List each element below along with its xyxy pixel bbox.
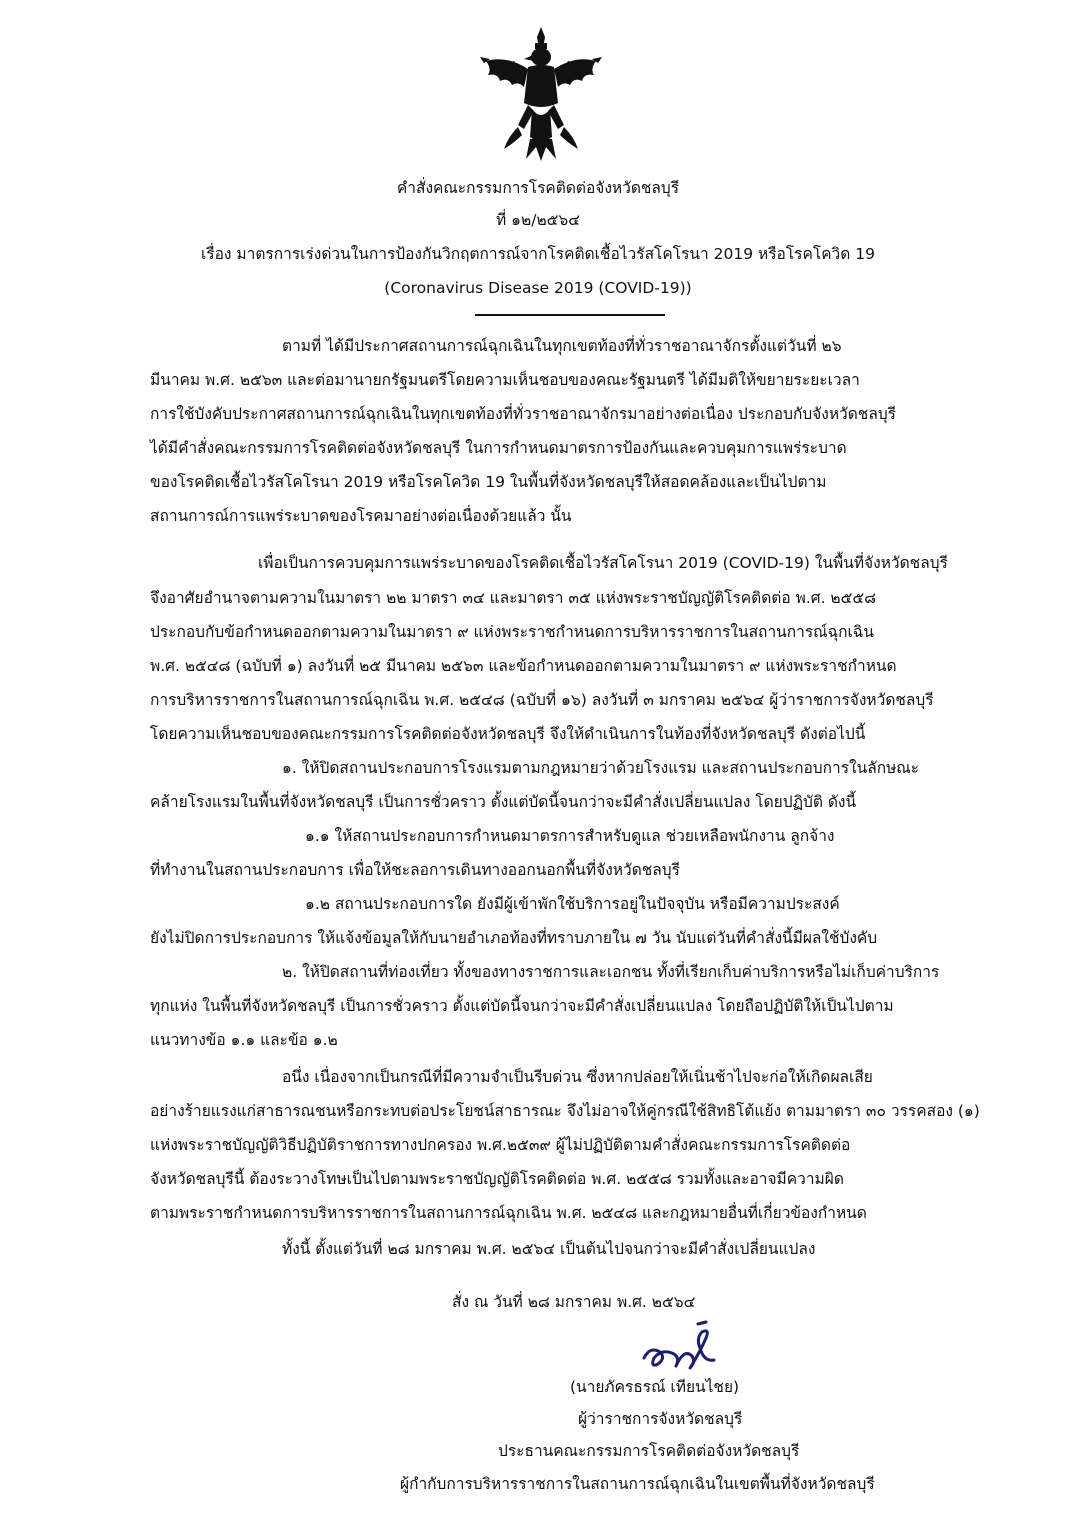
body-line: โดยความเห็นชอบของคณะกรรมการโรคติดต่อจังหวัดชลบุรี จึงให้ดำเนินการในท้องที่จังหวัดชลบุรี ดังต่อไปนี้ xyxy=(150,725,866,743)
body-line: อย่างร้ายแรงแก่สาธารณชนหรือกระทบต่อประโยชน์สาธารณะ จึงไม่อาจให้คู่กรณีใช้สิทธิโต้แย้ง ตามมาตรา ๓๐ วรรคสอง (๑) xyxy=(150,1102,980,1120)
subject-line-2: (Coronavirus Disease 2019 (COVID-19)) xyxy=(384,279,692,297)
order-date: สั่ง ณ วันที่ ๒๘ มกราคม พ.ศ. ๒๕๖๔ xyxy=(452,1293,696,1311)
body-line: การบริหารราชการในสถานการณ์ฉุกเฉิน พ.ศ. ๒๕๔๘ (ฉบับที่ ๑๖) ลงวันที่ ๓ มกราคม ๒๕๖๔ ผู้ว่าราชการจังหวัดชลบุรี xyxy=(150,691,934,709)
body-line: ตามพระราชกำหนดการบริหารราชการในสถานการณ์ฉุกเฉิน พ.ศ. ๒๕๔๘ และกฎหมายอื่นที่เกี่ยวข้องกำหนด xyxy=(150,1204,867,1222)
body-line: ที่ทำงานในสถานประกอบการ เพื่อให้ชะลอการเดินทางออกนอกพื้นที่จังหวัดชลบุรี xyxy=(150,861,680,879)
order-number: ที่ ๑๒/๒๕๖๔ xyxy=(496,211,580,229)
garuda-emblem-icon xyxy=(478,25,604,163)
signer-position-governor: ผู้ว่าราชการจังหวัดชลบุรี xyxy=(578,1410,743,1428)
body-line: ของโรคติดเชื้อไวรัสโคโรนา 2019 หรือโรคโควิด 19 ในพื้นที่จังหวัดชลบุรีให้สอดคล้องและเป็นไปตาม xyxy=(150,473,827,491)
body-line: ตามที่ ได้มีประกาศสถานการณ์ฉุกเฉินในทุกเขตท้องที่ทั่วราชอาณาจักรตั้งแต่วันที่ ๒๖ xyxy=(282,337,842,355)
body-line: คล้ายโรงแรมในพื้นที่จังหวัดชลบุรี เป็นการชั่วคราว ตั้งแต่บัดนี้จนกว่าจะมีคำสั่งเปลี่ยนแปลง โดยปฏิบัติ ดังนี้ xyxy=(150,793,857,811)
body-line: ยังไม่ปิดการประกอบการ ให้แจ้งข้อมูลให้กับนายอำเภอท้องที่ทราบภายใน ๗ วัน นับแต่วันที่คำสั่งนี้มีผลใช้บังคับ xyxy=(150,929,878,947)
body-line: อนึ่ง เนื่องจากเป็นกรณีที่มีความจำเป็นรีบด่วน ซึ่งหากปล่อยให้เนิ่นช้าไปจะก่อให้เกิดผลเสีย xyxy=(282,1068,873,1086)
header-divider xyxy=(475,314,665,316)
body-line: ทั้งนี้ ตั้งแต่วันที่ ๒๘ มกราคม พ.ศ. ๒๕๖๔ เป็นต้นไปจนกว่าจะมีคำสั่งเปลี่ยนแปลง xyxy=(282,1240,816,1258)
signer-position-supervisor: ผู้กำกับการบริหารราชการในสถานการณ์ฉุกเฉินในเขตพื้นที่จังหวัดชลบุรี xyxy=(400,1475,875,1493)
body-line: ทุกแห่ง ในพื้นที่จังหวัดชลบุรี เป็นการชั่วคราว ตั้งแต่บัดนี้จนกว่าจะมีคำสั่งเปลี่ยนแปลง โดยถือปฏิบัติให้เป็นไปตาม xyxy=(150,997,894,1015)
body-line: แห่งพระราชบัญญัติวิธีปฏิบัติราชการทางปกครอง พ.ศ.๒๕๓๙ ผู้ไม่ปฏิบัติตามคำสั่งคณะกรรมการโรคติดต่อ xyxy=(150,1136,851,1154)
body-line: มีนาคม พ.ศ. ๒๕๖๓ และต่อมานายกรัฐมนตรีโดยความเห็นชอบของคณะรัฐมนตรี ได้มีมติให้ขยายระยะเวลา xyxy=(150,371,860,389)
body-line: แนวทางข้อ ๑.๑ และข้อ ๑.๒ xyxy=(150,1031,338,1049)
body-line: จึงอาศัยอำนาจตามความในมาตรา ๒๒ มาตรา ๓๔ และมาตรา ๓๕ แห่งพระราชบัญญัติโรคติดต่อ พ.ศ. ๒๕๕๘ xyxy=(150,589,877,607)
order-org-title: คำสั่งคณะกรรมการโรคติดต่อจังหวัดชลบุรี xyxy=(396,179,680,197)
body-line: ๒. ให้ปิดสถานที่ท่องเที่ยว ทั้งของทางราชการและเอกชน ทั้งที่เรียกเก็บค่าบริการหรือไม่เก็บค่าบริการ xyxy=(282,963,940,981)
body-line: ได้มีคำสั่งคณะกรรมการโรคติดต่อจังหวัดชลบุรี ในการกำหนดมาตรการป้องกันและควบคุมการแพร่ระบาด xyxy=(150,439,847,457)
body-line: จังหวัดชลบุรีนี้ ต้องระวางโทษเป็นไปตามพระราชบัญญัติโรคติดต่อ พ.ศ. ๒๕๕๘ รวมทั้งและอาจมีความผิด xyxy=(150,1170,844,1188)
subject-line-1: เรื่อง มาตรการเร่งด่วนในการป้องกันวิกฤตการณ์จากโรคติดเชื้อไวรัสโคโรนา 2019 หรือโรคโควิด 19 xyxy=(201,245,875,263)
signature-icon xyxy=(640,1318,718,1376)
signer-position-chairman: ประธานคณะกรรมการโรคติดต่อจังหวัดชลบุรี xyxy=(498,1442,800,1460)
body-line: การใช้บังคับประกาศสถานการณ์ฉุกเฉินในทุกเขตท้องที่ทั่วราชอาณาจักรมาอย่างต่อเนื่อง ประกอบกับจังหวัดชลบุรี xyxy=(150,405,896,423)
body-line: ๑.๒ สถานประกอบการใด ยังมีผู้เข้าพักใช้บริการอยู่ในปัจจุบัน หรือมีความประสงค์ xyxy=(305,895,840,913)
body-line: ๑. ให้ปิดสถานประกอบการโรงแรมตามกฎหมายว่าด้วยโรงแรม และสถานประกอบการในลักษณะ xyxy=(282,759,920,777)
body-line: พ.ศ. ๒๕๔๘ (ฉบับที่ ๑) ลงวันที่ ๒๕ มีนาคม ๒๕๖๓ และข้อกำหนดออกตามความในมาตรา ๙ แห่งพระราชกำหนด xyxy=(150,657,897,675)
body-line: เพื่อเป็นการควบคุมการแพร่ระบาดของโรคติดเชื้อไวรัสโคโรนา 2019 (COVID-19) ในพื้นที่จังหวัดชลบุรี xyxy=(258,554,948,572)
body-line: สถานการณ์การแพร่ระบาดของโรคมาอย่างต่อเนื่องด้วยแล้ว นั้น xyxy=(150,507,572,525)
body-line: ประกอบกับข้อกำหนดออกตามความในมาตรา ๙ แห่งพระราชกำหนดการบริหารราชการในสถานการณ์ฉุกเฉิน xyxy=(150,623,874,641)
signer-name: (นายภัครธรณ์ เทียนไชย) xyxy=(570,1378,740,1396)
body-line: ๑.๑ ให้สถานประกอบการกำหนดมาตรการสำหรับดูแล ช่วยเหลือพนักงาน ลูกจ้าง xyxy=(305,827,835,845)
